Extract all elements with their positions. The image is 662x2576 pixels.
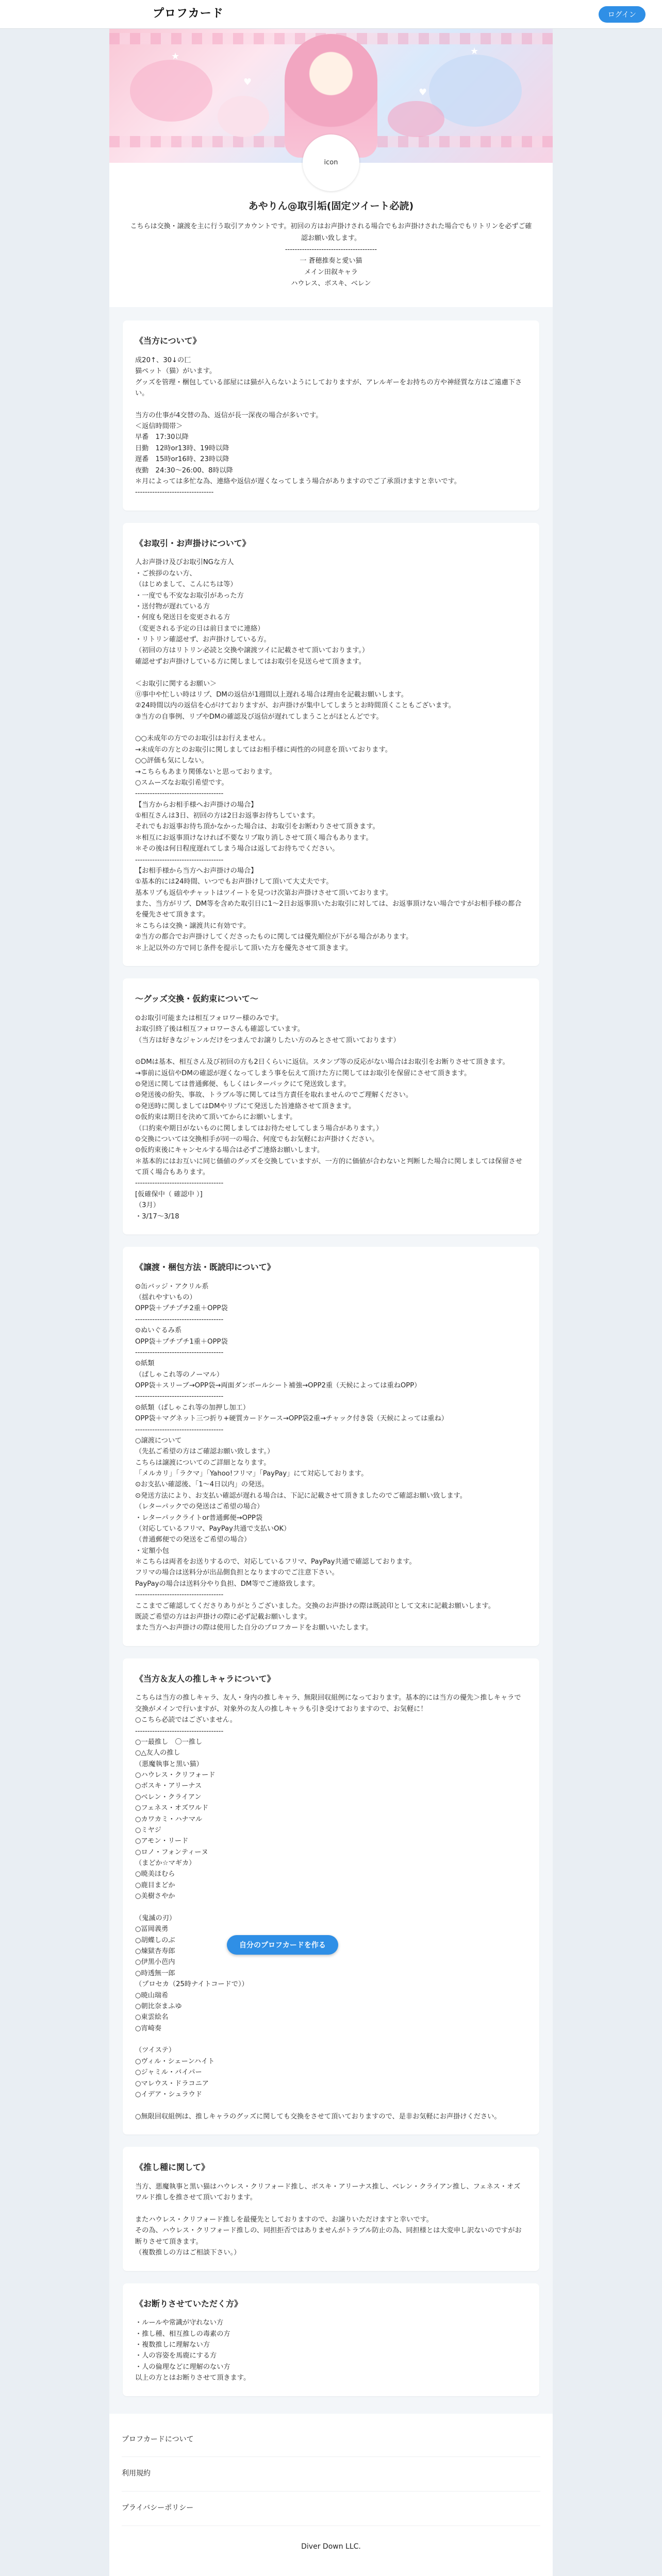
star-icon: ★ <box>470 46 479 57</box>
card-exchange <box>123 978 539 1234</box>
card-title: 《お取引・お声掛けについて》 <box>135 538 251 548</box>
profile-section <box>109 158 553 307</box>
login-button[interactable]: ログイン <box>599 6 646 23</box>
card-about <box>123 320 539 511</box>
card-title: 《譲渡・梱包方法・既読印について》 <box>135 1262 275 1272</box>
card-title: 《推し種に関して》 <box>135 2162 210 2173</box>
avatar-label: icon <box>324 158 338 166</box>
card-body: こちらは当方の推しキャラ、友人・身内の推しキャラ、無限回収組例になっております。基本的には当方の優先＞推しキャラで交換がメインで行いますが、対象外の友人の推しキャラも引き受けておりますので、お気軽に！ ○こちら必読ではございません。 ‐‐‐‐‐‐‐‐‐‐‐‐‐‐‐‐‐‐‐‐‐‐‐‐‐‐‐‐‐‐‐‐‐‐‐‐ ○一最推し 〇一推し ○△友人の推し （悪魔執事と黒い猫） ○ハウレス・クリフォード ○ボスキ・アリーナス ○ベレン・クライアン ○フェネス・オズワルド ○カワカミ・ハナマル ○ミヤジ ○アモン・リード ○ロノ・フォンティーヌ （まどか☆マギカ） ○暁美ほむら ○鹿目まどか ○美樹さやか （鬼滅の刃） ○冨岡義勇 ○胡蝶しのぶ ○煉獄杏寿郎 ○伊黒小芭内 ○時透無一郎 （プロセカ（25時ナイトコードで）） ○暁山瑞希 ○朝比奈まふゆ ○東雲絵名 ○宵崎奏 （ツイステ） ○ヴィル・シェーンハイト ○ジャミル・バイパー ○マレウス・ドラコニア ○イデア・シュラウド ○無限回収組例は、推しキャラのグッズに関しても交換をさせて頂いておりますので、是非お気軽にお声掛けください。 <box>135 1694 521 2121</box>
banner-shape <box>218 96 269 137</box>
card-trade-rules <box>123 523 539 966</box>
top-header <box>0 0 662 29</box>
content-cards <box>109 307 553 2414</box>
card-declined <box>123 2283 539 2396</box>
card-title: 《当方について》 <box>135 336 201 346</box>
site-logo[interactable]: プロフカード <box>153 7 224 21</box>
card-body: ⊙お取引可能または相互フォロワー様のみです。 お取引終了後は相互フォロワーさんも確認しています。 （当方は好きなジャンルだけをつまんでお譲りしたい方のみとさせて頂いております） ⊙DMは基本、相互さん及び初回の方も2日くらいに返信。スタンプ等の反応がない場合はお取引をお断りさせて頂きます。 →事前に返信やDMの確認が遅くなってしまう事を伝えて頂けた方に関してはお取引を保留にさせて頂きます。 ⊙発送に関しては普通郵便、もしくはレターパックにて発送致します。 ⊙発送後の紛失、事故、トラブル等に関しては当方責任を取れませんのでご理解ください。 ⊙発送時に関しましてはDMやリプにて発送した旨連絡させて頂きます。 ⊙仮約束は期日を決めて頂いてからにお願いします。 （口約束や期日がないものに関しましてはお待たせしてしまう場合があります。） ⊙交換については交換相手が同一の場合、何度でもお気軽にお声掛けください。 ⊙仮約束後にキャンセルする場合は必ずご連絡お願いします。 ＊基本的にはお互いに同じ価値のグッズを交換していますが、一方的に価値が合わないと判断した場合に関しましては保留させて頂く場合もあります。 ‐‐‐‐‐‐‐‐‐‐‐‐‐‐‐‐‐‐‐‐‐‐‐‐‐‐‐‐‐‐‐‐‐‐‐‐ [仮確保中（ 確認中 ）] （3月） ・3/17〜3/18 <box>135 1014 523 1221</box>
card-body: 人お声掛け及びお取引NGな方人 ・ご挨拶のない方、 （はじめまして、こんにちは等） ・一度でも不安なお取引があった方 ・送付物が遅れている方 ・何度も発送日を変更される方 （変更される予定の日は前日までに連絡） ・リトリン確認せず、お声掛けしている方。 （初回の方はリトリン必読と交換や譲渡ツイに記載させて頂いております。） 確認せずお声掛けしている方に関しましてはお取引を見送らせて頂きます。 ＜お取引に関するお願い＞ ⓪事中や忙しい時はリプ、DMの返信が1週間以上遅れる場合は理由を記載お願いします。 ②24時間以内の返信を心がけておりますが、お声掛けが集中してしまうとお時間頂くこともございます。 ③当方の自事例、リプやDMの確認及び返信が遅れてしまうことがほとんどです。 ○○未成年の方でのお取引はお行えません。 →未成年の方とのお取引に関しましてはお相手様に両性的の同意を頂いております。 ○○評価も気にしない。 →こちらもあまり関係ないと思っております。 ○スムーズなお取引希望です。 ‐‐‐‐‐‐‐‐‐‐‐‐‐‐‐‐‐‐‐‐‐‐‐‐‐‐‐‐‐‐‐‐‐‐‐‐ 【当方からお相手様へお声掛けの場合】 ①相互さんは3日、初回の方は2日お返事お待ちしています。 それでもお返事お待ち頂かなかった場合は、お取引をお断わりさせて頂きます。 ＊相互にお返事頂けなければ不要なリプ取り消しさせて頂く場合もあります。 ＊その後は何日程度遅れてしまう場合は返してお待ちでください。 ‐‐‐‐‐‐‐‐‐‐‐‐‐‐‐‐‐‐‐‐‐‐‐‐‐‐‐‐‐‐‐‐‐‐‐‐ 【お相手様から当方へお声掛けの場合】 ①基本的には24時間、いつでもお声掛けして頂いて大丈夫です。 基本リプも返信やチャットはツイートを見つけ次第お声掛けさせて頂いております。 また、当方がリプ、DM等を含めた取引日に1〜2日お返事頂いたお取引に対しては、お返事頂けない場合ですがお相手様の都合を優先させて頂きます。 ＊こちらは交換・譲渡共に有効です。 ②当方の都合でお声掛けしてくださったものに関しては優先順位が下がる場合があります。 ＊上記以外の方で同じ条件を提示して頂いた方を優先させて頂きます。 <box>135 558 522 952</box>
card-packing <box>123 1247 539 1646</box>
card-title: 〜グッズ交換・仮約束について〜 <box>135 993 258 1004</box>
card-body: 成20↑、30↓の匚 猫ペット（猫）がいます。 グッズを管理・梱包している部屋には猫が入らないようにしておりますが、アレルギーをお持ちの方や神経質な方はご遠慮下さい。 当方の仕事が4交替の為、返信が長一深夜の場合が多いです。 ＜返信時間帯＞ 早番 17:30以降 日勤 12時or13時、19時以降 遅番 15時or16時、23時以降 夜勤 24:30〜26:00、8時以降 ＊月によっては多忙な為、連絡や返信が遅くなってしまう場合がありますのでご了承頂けますと幸いです。 ‐‐‐‐‐‐‐‐‐‐‐‐‐‐‐‐‐‐‐‐‐‐‐‐‐‐‐‐‐‐‐‐ <box>135 356 522 497</box>
card-body: 当方、悪魔執事と黒い猫はハウレス・クリフォード推し、ボスキ・アリーナス推し、ベレン・クライアン推し、フェネス・オズワルド推しを推させて頂いております。 またハウレス・クリフォード推しを最優先としておりますので、お譲りいただけますと幸いです。 その為、ハウレス・クリフォード推しの、同担拒否ではありませんがトラブル防止の為、同担様とは大変申し訳ないのですがお断りさせて頂きます。 （複数推しの方はご相談下さい。） <box>135 2182 522 2257</box>
card-favorite-characters <box>123 1658 539 2134</box>
avatar <box>303 134 359 191</box>
footer-link-about[interactable]: プロフカードについて <box>122 2423 540 2458</box>
banner-shape <box>388 101 444 137</box>
card-title: 《お断りさせていただく方》 <box>135 2298 243 2309</box>
profile-name: あやりん@取引垢(固定ツイート必読) <box>248 200 414 212</box>
card-oshi <box>123 2147 539 2270</box>
copyright: Diver Down LLC. <box>301 2542 361 2551</box>
card-body: ⊙缶バッジ・アクリル系 （揺れやすいもの） OPP袋＋プチプチ2重＋OPP袋 ‐‐‐‐‐‐‐‐‐‐‐‐‐‐‐‐‐‐‐‐‐‐‐‐‐‐‐‐‐‐‐‐‐‐‐‐ ⊙ぬいぐるみ系 OPP袋＋プチプチ1重＋OPP袋 ‐‐‐‐‐‐‐‐‐‐‐‐‐‐‐‐‐‐‐‐‐‐‐‐‐‐‐‐‐‐‐‐‐‐‐‐ ⊙紙類 （ぱしゃこれ等のノーマル） OPP袋＋スリーブ→OPP袋→両面ダンボールシート補強→OPP2重（天候によっては重ねOPP） ‐‐‐‐‐‐‐‐‐‐‐‐‐‐‐‐‐‐‐‐‐‐‐‐‐‐‐‐‐‐‐‐‐‐‐‐ ⊙紙類（ぱしゃこれ等の加押し加工） OPP袋＋マグネット三つ折り+硬質カードケース→OPP袋2重→チャック付き袋（天候によっては重ね） ‐‐‐‐‐‐‐‐‐‐‐‐‐‐‐‐‐‐‐‐‐‐‐‐‐‐‐‐‐‐‐‐‐‐‐‐ ○譲渡について （先払ご希望の方はご確認お願い致します。） こちらは譲渡についてのご詳細となります。 「メルカリ」「ラクマ」「Yahoo!フリマ」「PayPay」にて対応しております。 ⊙お支払い確認後、「1〜4日以内」の発送。 ⊙発送方法により、お支払い確認が遅れる場合は、下記に記載させて頂きましたのでご確認お願い致します。 （レターパックでの発送はご希望の場合） ・レターパックライトor普通郵便→OPP袋 （対応しているフリマ、PayPay共通で支払いOK） （普通郵便での発送をご希望の場合） ・定額小包 ＊こちらは両者をお送りするので、対応しているフリマ、PayPay共通で確認しております。 フリマの場合は送料分が出品側負担となりますのでご注意下さい。 PayPayの場合は送料分やり負担、DM等でご連絡致します。 ‐‐‐‐‐‐‐‐‐‐‐‐‐‐‐‐‐‐‐‐‐‐‐‐‐‐‐‐‐‐‐‐‐‐‐‐ ここまでご確認してくださりありがとうございました。交換のお声掛けの際は既読印として文末に記載お願いします。 既読ご希望の方はお声掛けの際に必ず記載お願いします。 また当方へお声掛けの際は使用した自分のプロフカードをお願いいたします。 <box>135 1282 495 1632</box>
star-icon: ★ <box>171 51 180 62</box>
card-body: ・ルールや常識が守れない方 ・推し種、相互推しの毒素の方 ・複数推しに理解ない方 ・人の容姿を馬鹿にする方 ・人の倫理などに理解のない方 以上の方とはお断りさせて頂きます。 <box>135 2319 251 2382</box>
profile-bio: こちらは交換・譲渡を主に行う取引アカウントです。初回の方はお声掛けされる場合でもお声掛けされた場合でもリトリンを必ずご確認お願い致します。 ‐‐‐‐‐‐‐‐‐‐‐‐‐‐‐‐‐‐‐‐‐‐‐‐‐‐‐‐‐‐‐‐‐‐‐‐‐‐ 一 蒼穂推奏と愛い猫 メイン田叙キャラ ハウレス、ボスキ、ベレン <box>130 223 532 287</box>
create-profile-card-button[interactable]: 自分のプロフカードを作る <box>227 1935 338 1955</box>
footer-link-terms[interactable]: 利用規約 <box>122 2457 540 2492</box>
profile-card <box>109 29 553 2414</box>
banner-shape <box>130 60 212 122</box>
card-title: 《当方＆友人の推しキャラについて》 <box>135 1673 275 1684</box>
footer <box>109 2414 553 2576</box>
footer-link-privacy[interactable]: プライバシーポリシー <box>122 2492 540 2526</box>
heart-icon: ♥ <box>243 77 252 88</box>
heart-icon: ♥ <box>419 87 427 98</box>
